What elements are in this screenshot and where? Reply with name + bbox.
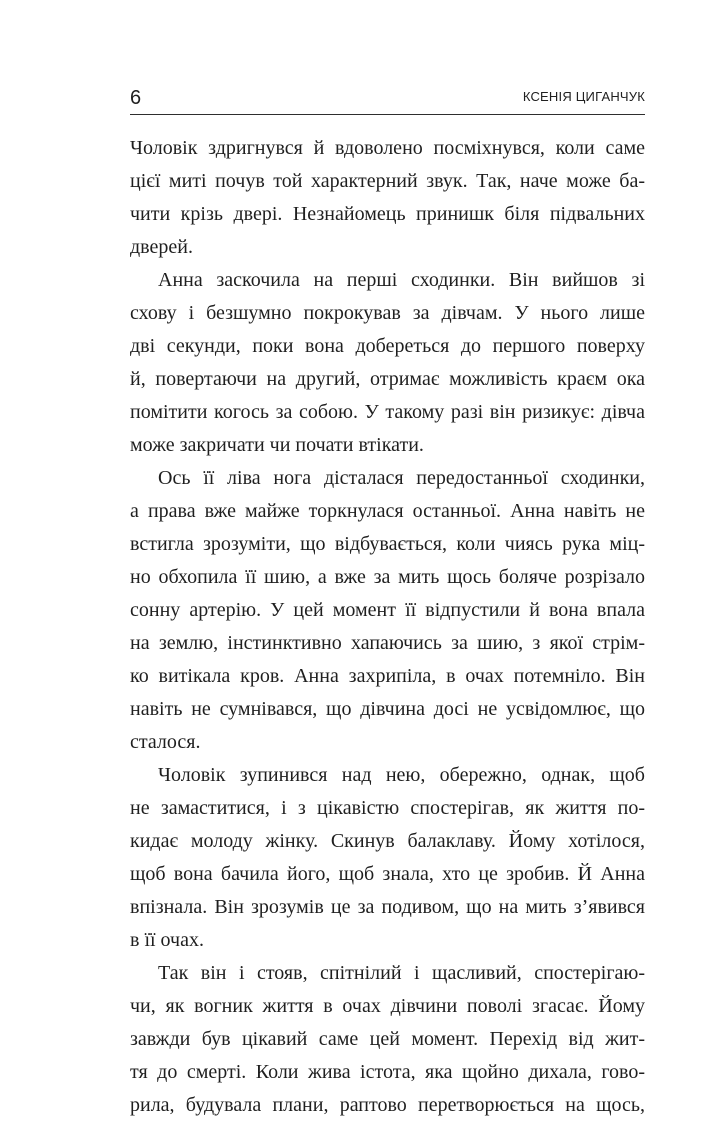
text-line: но обхопила її шию, а вже за мить щось боляче розрізало — [130, 566, 645, 588]
text-line: не замаститися, і з цікавістю спостерігав, як життя по- — [130, 797, 645, 819]
text-line: в її очах. — [130, 929, 204, 951]
text-line: щоб вона бачила його, щоб знала, хто це зробив. Й Анна — [130, 863, 645, 885]
running-head: КСЕНІЯ ЦИГАНЧУК — [522, 89, 645, 104]
text-line: завжди був цікавий саме цей момент. Перехід від жит- — [130, 1028, 645, 1050]
text-line: а права вже майже торкнулася останньої. Анна навіть не — [130, 500, 645, 522]
text-line: кидає молоду жінку. Скинув балаклаву. Йому хотілося, — [130, 830, 645, 852]
text-line: помітити когось за собою. У такому разі він ризикує: дівча — [130, 401, 645, 423]
text-line: тя до смерті. Коли жива істота, яка щойно дихала, гово- — [130, 1061, 645, 1083]
text-line: чи, як вогник життя в очах дівчини поволі згасає. Йому — [130, 995, 645, 1017]
text-line: Чоловік зупинився над нею, обережно, однак, щоб — [158, 764, 645, 786]
text-line: на землю, інстинктивно хапаючись за шию, з якої стрім- — [130, 632, 645, 654]
text-line: схову і безшумно покрокував за дівчам. У нього лише — [130, 302, 645, 324]
text-line: цієї миті почув той характерний звук. Так, наче може ба- — [130, 170, 645, 192]
paragraph — [130, 132, 645, 264]
text-line: Так він і стояв, спітнілий і щасливий, спостерігаю- — [158, 962, 645, 984]
text-line: дверей. — [130, 236, 193, 258]
text-line: впізнала. Він зрозумів це за подивом, що на мить з’явився — [130, 896, 645, 918]
page-number: 6 — [130, 87, 142, 109]
text-line: сталося. — [130, 731, 201, 753]
text-line: встигла зрозуміти, що відбувається, коли чиясь рука міц- — [130, 533, 645, 555]
text-line: дві секунди, поки вона добереться до першого поверху — [130, 335, 645, 357]
text-line: й, повертаючи на другий, отримає можливість краєм ока — [130, 368, 645, 390]
text-line: Чоловік здригнувся й вдоволено посміхнувся, коли саме — [130, 137, 645, 159]
text-line: рила, будувала плани, раптово перетворюється на щось, — [130, 1094, 645, 1116]
text-line: ко витікала кров. Анна захрипіла, в очах потемніло. Він — [130, 665, 645, 687]
paragraph — [130, 462, 645, 759]
text-line: сонну артерію. У цей момент її відпустили й вона впала — [130, 599, 645, 621]
body-text — [130, 132, 645, 1122]
text-line: чити крізь двері. Незнайомець принишк біля підвальних — [130, 203, 645, 225]
paragraph — [130, 759, 645, 957]
text-line: Ось її ліва нога дісталася передостанньої сходинки, — [158, 467, 645, 489]
paragraph — [130, 957, 645, 1122]
text-line: навіть не сумнівався, що дівчина досі не усвідомлює, що — [130, 698, 645, 720]
paragraph — [130, 264, 645, 462]
text-line: може закричати чи почати втікати. — [130, 434, 424, 456]
page-header — [130, 86, 645, 115]
text-line: Анна заскочила на перші сходинки. Він вийшов зі — [158, 269, 645, 291]
